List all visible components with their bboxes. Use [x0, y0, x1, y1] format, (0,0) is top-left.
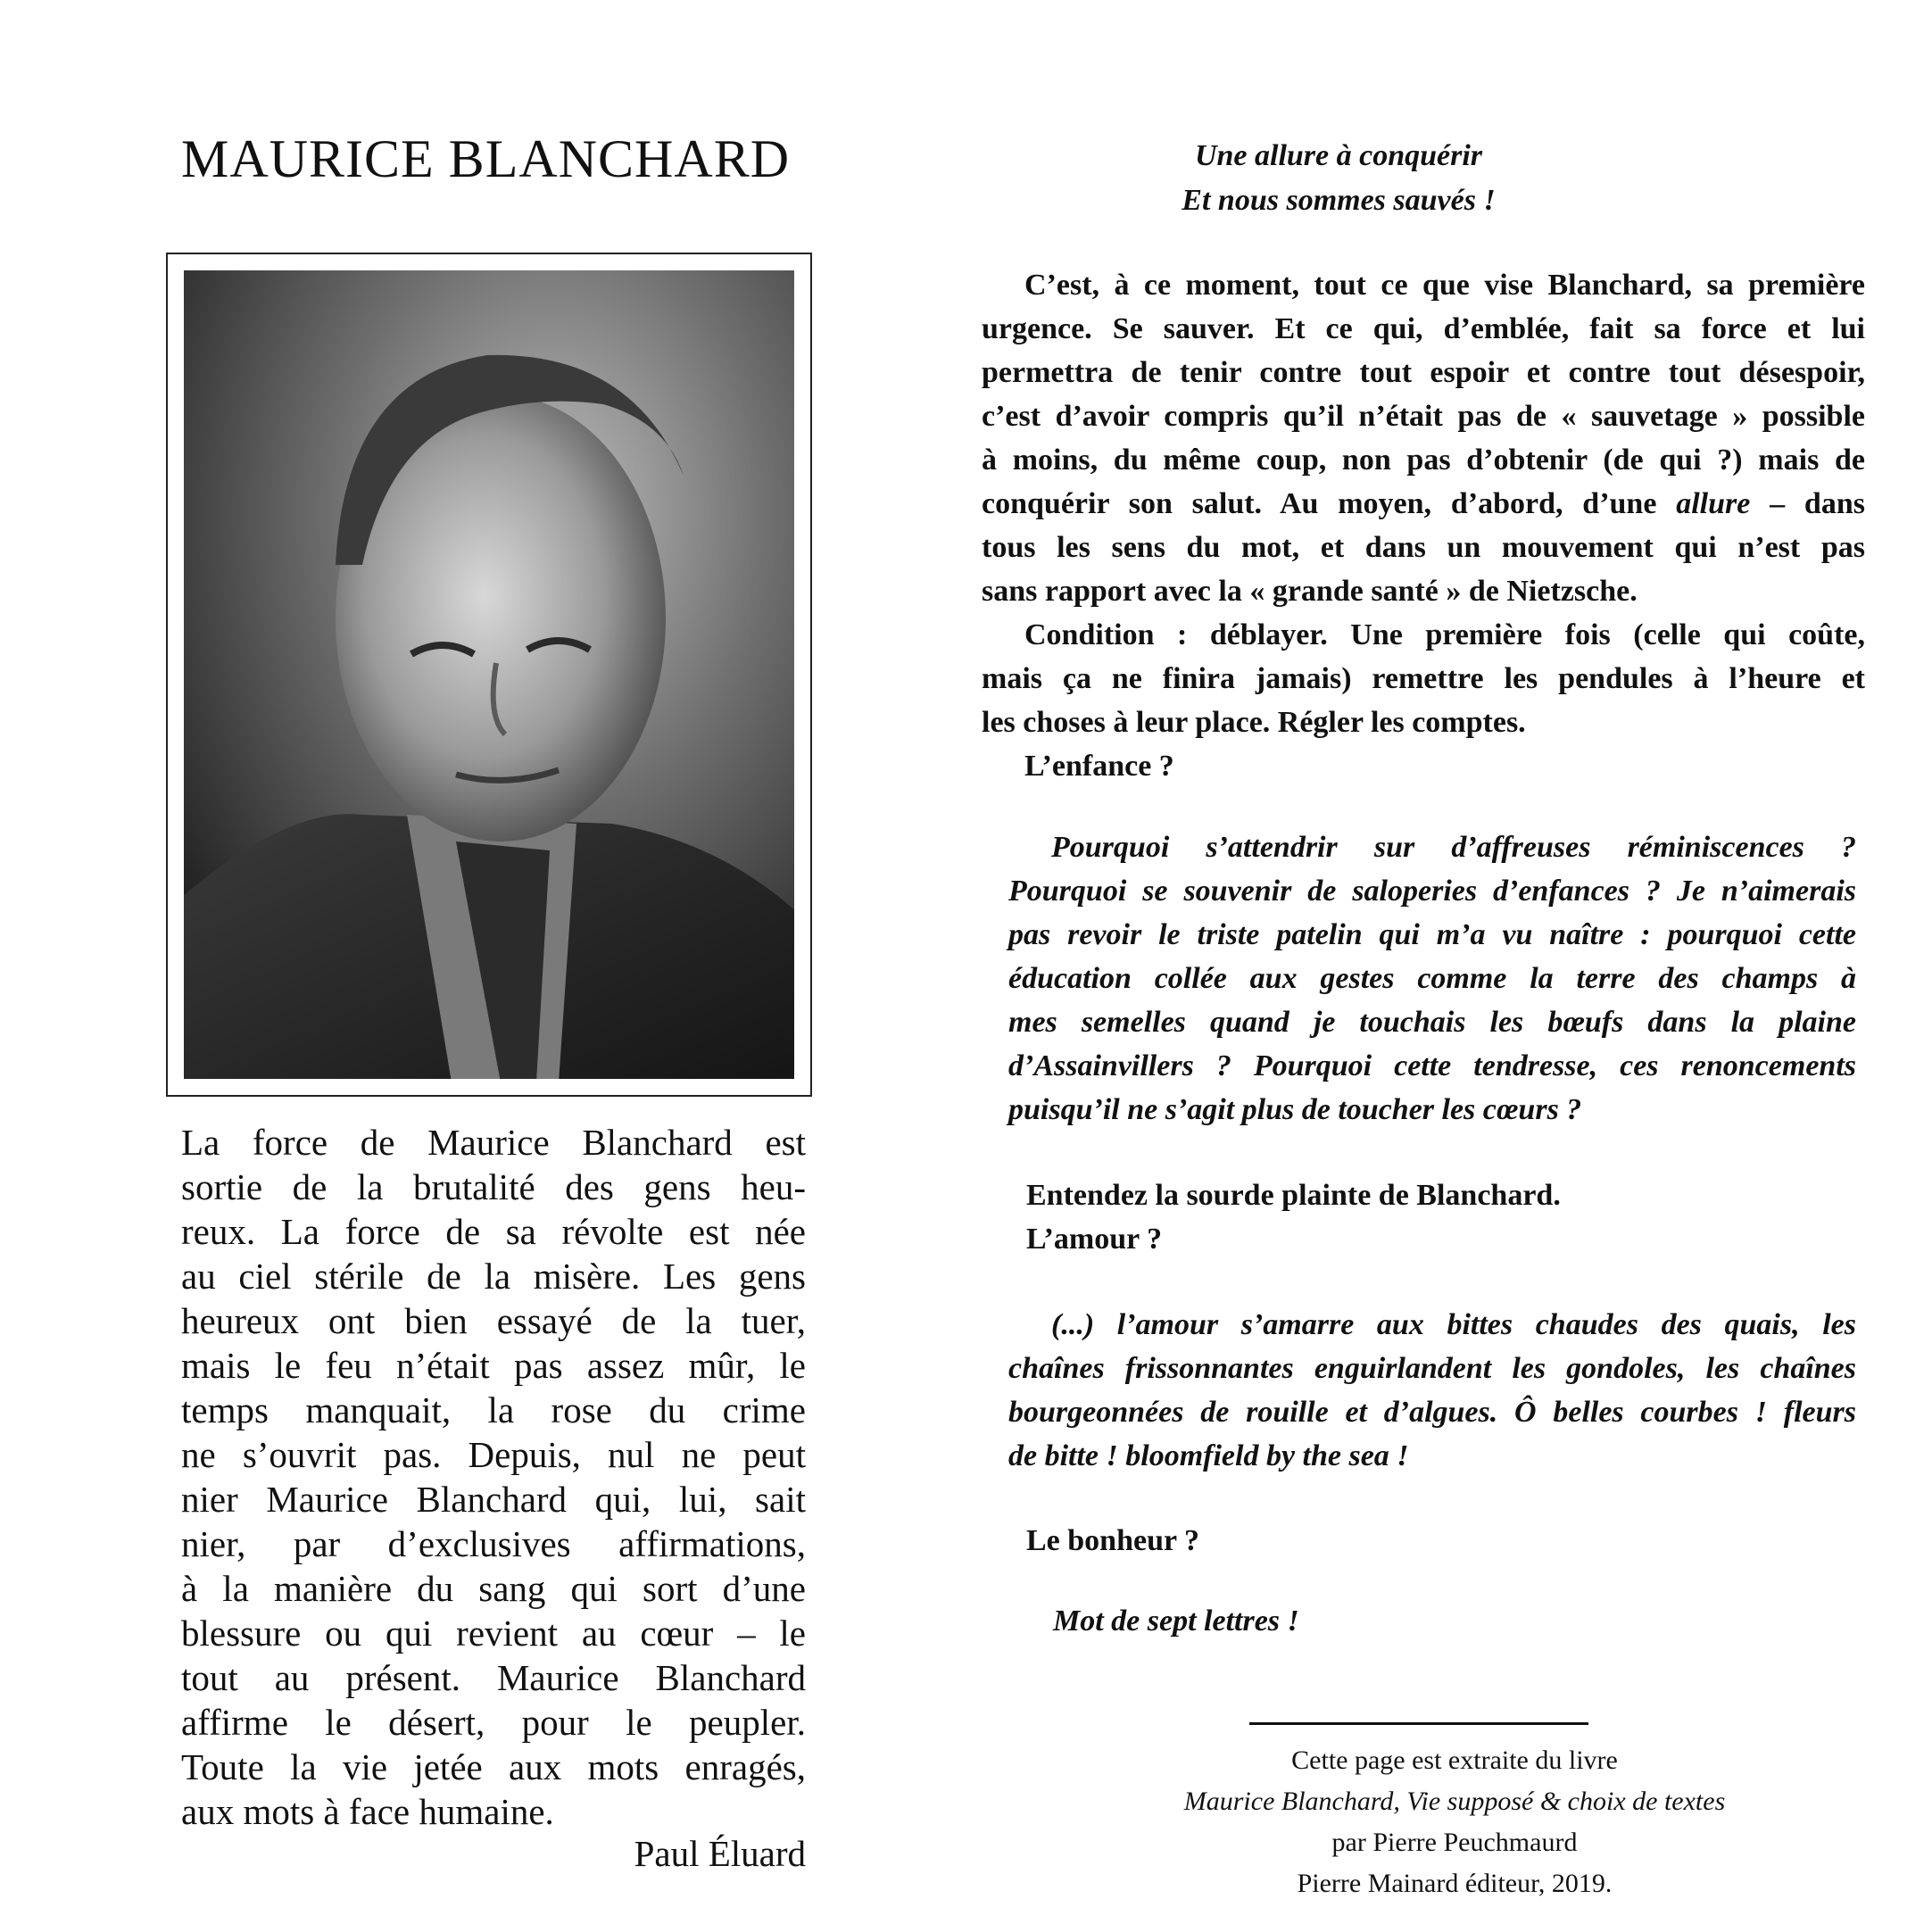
quote-line: pas revoir le triste patelin qui m’a vu naître : pourquoi cette [1008, 918, 1856, 951]
left-line: tout au présent. Maurice Blanchard [181, 1657, 806, 1698]
body-line: tous les sens du mot, et dans un mouvement qui n’est pas [982, 531, 1865, 564]
left-line: au ciel stérile de la misère. Les gens [181, 1256, 806, 1297]
left-line: La force de Maurice Blanchard est [181, 1122, 806, 1163]
portrait-frame [166, 253, 812, 1097]
quote-line: Pourquoi s’attendrir sur d’affreuses réminiscences ? [1051, 831, 1856, 864]
epigraph-line: Une allure à conquérir [1194, 139, 1483, 172]
quote-line: bourgeonnées de rouille et d’algues. Ô belles courbes ! fleurs [1008, 1396, 1856, 1429]
mot-line: Mot de sept lettres ! [1053, 1604, 1299, 1638]
left-line: sortie de la brutalité des gens heu- [181, 1166, 806, 1207]
epigraph-line: Et nous sommes sauvés ! [1182, 184, 1496, 217]
footer-publisher: Pierre Mainard éditeur, 2019. [1297, 1869, 1613, 1898]
body-line: permettra de tenir contre tout espoir et contre tout désespoir, [982, 356, 1865, 389]
author-title: MAURICE BLANCHARD [181, 129, 791, 188]
body-line: c’est d’avoir compris qu’il n’était pas de « sauvetage » possible [982, 400, 1865, 433]
body-line: mais ça ne finira jamais) remettre les pendules à l’heure et [982, 662, 1865, 695]
left-line: temps manquait, la rose du crime [181, 1389, 806, 1430]
body-line [982, 482, 1865, 526]
quote-line: éducation collée aux gestes comme la terre des champs à [1008, 962, 1856, 995]
left-line: nier Maurice Blanchard qui, lui, sait [181, 1479, 806, 1520]
quote-line: d’Assainvillers ? Pourquoi cette tendresse, ces renoncements [1008, 1049, 1856, 1082]
body-italic: allure [1676, 487, 1751, 520]
left-line: à la manière du sang qui sort d’une [181, 1568, 806, 1609]
footer-line: Cette page est extraite du livre [1291, 1745, 1618, 1775]
signature: Paul Éluard [634, 1833, 806, 1874]
amour-line: L’amour ? [1026, 1223, 1163, 1256]
body-line: sans rapport avec la « grande santé » de Nietzsche. [982, 575, 1638, 608]
left-line: affirme le désert, pour le peupler. [181, 1702, 806, 1743]
entendez-block [1026, 1173, 1910, 1261]
footer-author: par Pierre Peuchmaurd [1331, 1828, 1578, 1857]
left-line: mais le feu n’était pas assez mûr, le [181, 1345, 806, 1386]
epigraph [982, 134, 1696, 223]
portrait-photo [184, 270, 794, 1079]
left-line: ne s’ouvrit pas. Depuis, nul ne peut [181, 1434, 806, 1475]
left-line: aux mots à face humaine. [181, 1791, 554, 1832]
body-line: les choses à leur place. Régler les comptes. [982, 706, 1526, 739]
footer-divider [1249, 1722, 1588, 1725]
body-text: – dans [1750, 487, 1865, 520]
portrait-illustration [184, 270, 794, 1079]
source-footer [1053, 1740, 1856, 1904]
blanchard-quote-amour [1008, 1303, 1856, 1478]
left-line: heureux ont bien essayé de la tuer, [181, 1300, 806, 1341]
body-line: Entendez la sourde plainte de Blanchard. [1026, 1179, 1561, 1212]
blanchard-quote-enfance [1008, 825, 1856, 1132]
eluard-quote [181, 1120, 806, 1834]
left-line: nier, par d’exclusives affirmations, [181, 1523, 806, 1564]
left-line: blessure ou qui revient au cœur – le [181, 1613, 806, 1654]
body-text: conquérir son salut. Au moyen, d’abord, d’une [982, 487, 1677, 520]
footer-book-title: Maurice Blanchard, Vie supposé & choix de textes [1183, 1787, 1726, 1816]
quote-line: puisqu’il ne s’agit plus de toucher les cœurs ? [1008, 1093, 1582, 1126]
quote-line: mes semelles quand je touchais les bœufs dans la plaine [1008, 1006, 1856, 1039]
enfance-line: L’enfance ? [1024, 750, 1174, 783]
body-line: urgence. Se sauver. Et ce qui, d’emblée, fait sa force et lui [982, 312, 1865, 345]
left-line: Toute la vie jetée aux mots enragés, [181, 1746, 806, 1787]
quote-line: Pourquoi se souvenir de saloperies d’enfances ? Je n’aimerais [1008, 875, 1856, 908]
left-line: reux. La force de sa révolte est née [181, 1211, 806, 1252]
quote-line: (...) l’amour s’amarre aux bittes chaudes des quais, les [1051, 1308, 1856, 1341]
quote-line: de bitte ! bloomfield by the sea ! [1008, 1439, 1409, 1472]
bonheur-line: Le bonheur ? [1026, 1524, 1199, 1557]
quote-line: chaînes frissonnantes enguirlandent les gondoles, les chaînes [1008, 1352, 1856, 1385]
body-paragraph [982, 263, 1865, 788]
body-line: Condition : déblayer. Une première fois (celle qui coûte, [1024, 618, 1865, 651]
body-line: C’est, à ce moment, tout ce que vise Blanchard, sa première [1024, 269, 1865, 302]
body-line: à moins, du même coup, non pas d’obtenir (de qui ?) mais de [982, 444, 1865, 477]
